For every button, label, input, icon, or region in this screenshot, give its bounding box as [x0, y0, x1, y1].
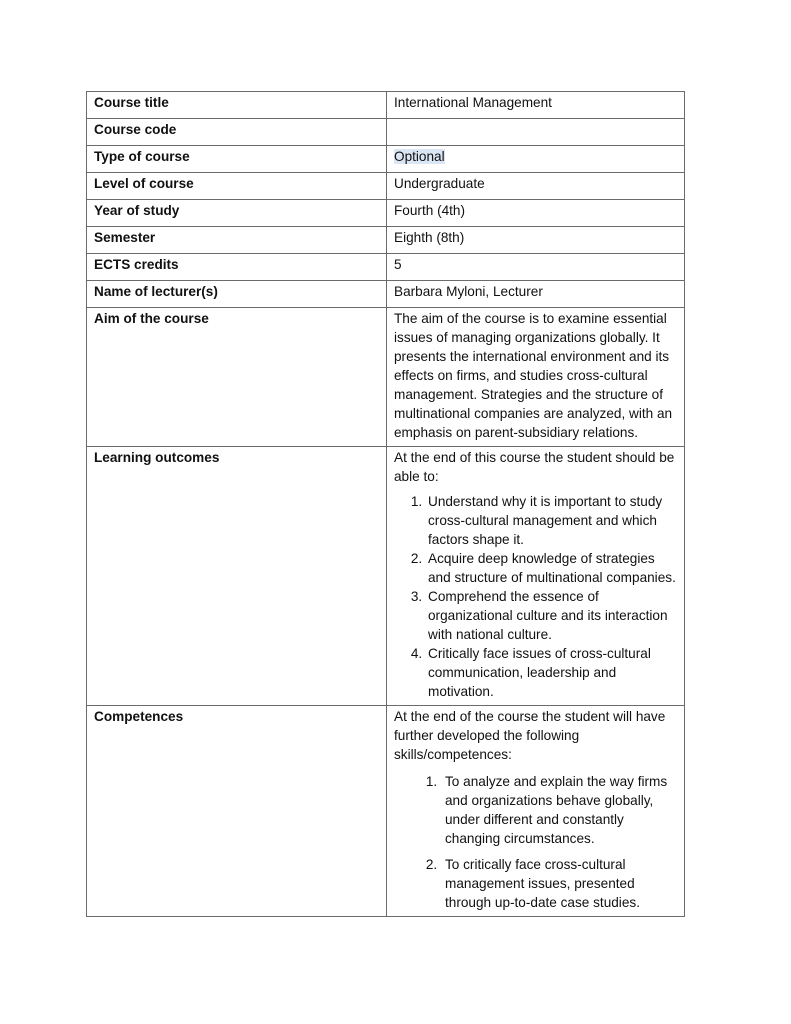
lecturer-value: Barbara Myloni, Lecturer [387, 281, 685, 308]
row-lecturer [87, 281, 685, 308]
competences-list [394, 772, 677, 912]
competences-label: Competences [87, 706, 387, 917]
ects-credits-label: ECTS credits [87, 254, 387, 281]
year-of-study-label: Year of study [87, 200, 387, 227]
semester-value: Eighth (8th) [387, 227, 685, 254]
level-of-course-value: Undergraduate [387, 173, 685, 200]
row-semester [87, 227, 685, 254]
level-of-course-label: Level of course [87, 173, 387, 200]
list-item: 2. Acquire deep knowledge of strategies and structure of multinational companies. [426, 549, 677, 587]
row-level-of-course [87, 173, 685, 200]
learning-outcomes-cell [387, 447, 685, 706]
list-item: 3. Comprehend the essence of organizational culture and its interaction with national culture. [426, 587, 677, 644]
learning-outcomes-label: Learning outcomes [87, 447, 387, 706]
row-ects-credits [87, 254, 685, 281]
row-aim [87, 308, 685, 447]
row-course-code [87, 119, 685, 146]
competences-cell [387, 706, 685, 917]
row-course-title [87, 92, 685, 119]
learning-outcomes-intro: At the end of this course the student should be able to: [394, 450, 675, 484]
course-code-label: Course code [87, 119, 387, 146]
course-code-value [387, 119, 685, 146]
aim-value: The aim of the course is to examine essential issues of managing organizations globally. It presents the international environment and its effects on firms, and studies cross-cultural management. Strategies and the structure of multinational companies are analyzed, with an emphasis on parent-subsidiary relations. [387, 308, 685, 447]
type-of-course-label: Type of course [87, 146, 387, 173]
aim-label: Aim of the course [87, 308, 387, 447]
year-of-study-value: Fourth (4th) [387, 200, 685, 227]
course-info-table [86, 91, 685, 917]
row-year-of-study [87, 200, 685, 227]
list-item: 1. Understand why it is important to study cross-cultural management and which factors shape it. [426, 492, 677, 549]
row-type-of-course [87, 146, 685, 173]
type-of-course-value: Optional [394, 149, 445, 164]
learning-outcomes-list [394, 492, 677, 701]
row-competences [87, 706, 685, 917]
lecturer-label: Name of lecturer(s) [87, 281, 387, 308]
list-item: 2. To critically face cross-cultural management issues, presented through up-to-date case studies. [441, 855, 677, 912]
ects-credits-value: 5 [387, 254, 685, 281]
row-learning-outcomes [87, 447, 685, 706]
competences-intro: At the end of the course the student will have further developed the following skills/competences: [394, 709, 666, 762]
course-title-value: International Management [387, 92, 685, 119]
type-of-course-cell [387, 146, 685, 173]
list-item: 1. To analyze and explain the way firms and organizations behave globally, under different and constantly changing circumstances. [441, 772, 677, 848]
list-item: 4. Critically face issues of cross-cultural communication, leadership and motivation. [426, 644, 677, 701]
course-title-label: Course title [87, 92, 387, 119]
semester-label: Semester [87, 227, 387, 254]
